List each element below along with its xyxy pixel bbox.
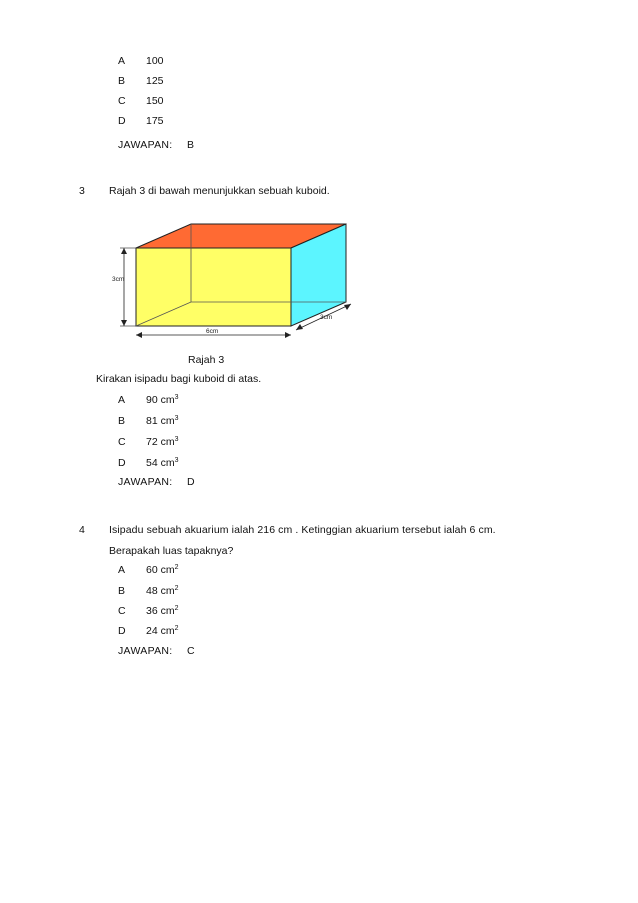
option-value: 100: [146, 55, 164, 67]
question-text: Rajah 3 di bawah menunjukkan sebuah kuboid.: [109, 185, 330, 197]
option-value: 72 $cm^3$: [146, 436, 179, 448]
question-text-line2: Berapakah luas tapaknya?: [109, 545, 234, 557]
question-prompt: Kirakan isipadu bagi kuboid di atas.: [96, 373, 262, 385]
cuboid-front-face: [136, 248, 291, 326]
option-letter: D: [118, 457, 126, 469]
answer-value: C: [187, 645, 195, 657]
option-letter: B: [118, 75, 126, 87]
option-value: 60 $cm^2$: [146, 564, 179, 576]
option-value: 150: [146, 95, 164, 107]
option-letter: C: [118, 605, 126, 617]
option-letter: A: [118, 564, 126, 576]
option-value: 36 $cm^2$: [146, 605, 179, 617]
depth-label: 3cm: [320, 314, 333, 321]
question-text: Isipadu sebuah akuarium ialah 216 cm . Ketinggian akuarium tersebut ialah 6 cm.: [109, 524, 496, 536]
option-letter: D: [118, 115, 126, 127]
option-value: 81 $cm^3$: [146, 415, 179, 427]
option-letter: B: [118, 415, 126, 427]
answer-label: JAWAPAN:: [118, 139, 173, 151]
option-value: 175: [146, 115, 164, 127]
option-letter: D: [118, 625, 126, 637]
option-letter: C: [118, 95, 126, 107]
answer-label: JAWAPAN:: [118, 476, 173, 488]
option-letter: B: [118, 585, 126, 597]
option-value: 54 $cm^3$: [146, 457, 179, 469]
figure-caption: Rajah 3: [188, 354, 225, 366]
question-number: 4: [79, 524, 85, 536]
cuboid-diagram: [108, 218, 360, 342]
option-value: 24 $cm^2$: [146, 625, 179, 637]
answer-value: B: [187, 139, 195, 151]
option-value: 48 $cm^2$: [146, 585, 179, 597]
answer-value: D: [187, 476, 195, 488]
answer-label: JAWAPAN:: [118, 645, 173, 657]
length-label: 6cm: [206, 328, 219, 335]
option-letter: A: [118, 55, 126, 67]
option-value: 125: [146, 75, 164, 87]
option-value: 90 $cm^3$: [146, 394, 179, 406]
question-number: 3: [79, 185, 85, 197]
option-letter: A: [118, 394, 126, 406]
option-letter: C: [118, 436, 126, 448]
height-label: 3cm: [112, 276, 125, 283]
